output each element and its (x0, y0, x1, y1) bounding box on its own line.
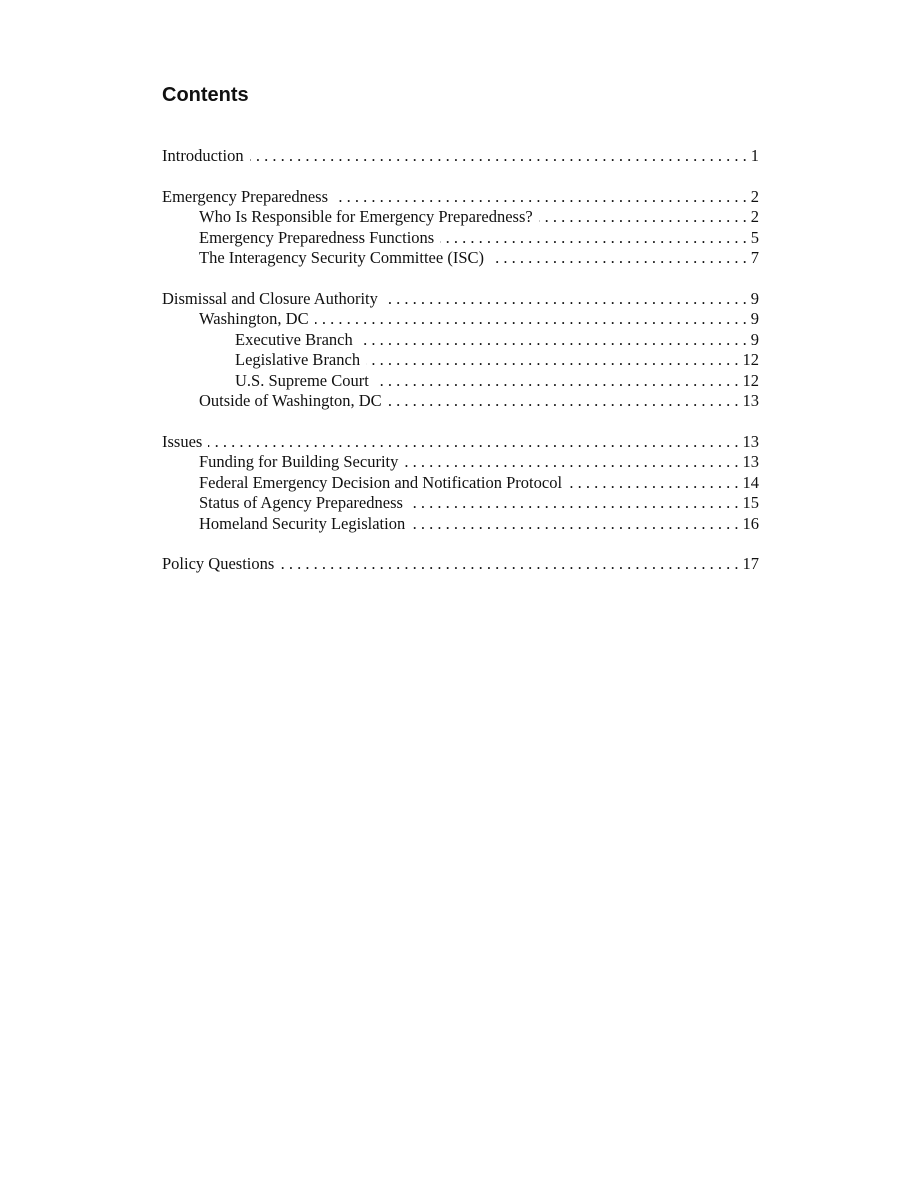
toc-group-introduction (162, 146, 759, 167)
dot-leader (539, 207, 747, 228)
dot-leader (366, 350, 738, 371)
toc-entry-page: 1 (750, 146, 759, 165)
toc-entry-page: 12 (742, 370, 759, 390)
toc-entry-title: Dismissal and Closure Authority (162, 288, 378, 308)
toc-entry-homeland-security-legislation[interactable] (162, 514, 759, 535)
toc-entry-title: Funding for Building Security (199, 452, 399, 471)
toc-entry-page: 15 (742, 493, 759, 512)
toc-entry-washington-dc[interactable] (162, 309, 759, 330)
toc-entry-page: 2 (750, 207, 759, 226)
toc-entry-title: Introduction (162, 146, 244, 165)
toc-entry-title: Homeland Security Legislation (199, 513, 406, 533)
toc-entry-title: Policy Questions (162, 554, 275, 573)
dot-leader (388, 391, 739, 412)
toc-entry-introduction[interactable] (162, 146, 759, 167)
toc-entry-isc[interactable] (162, 248, 759, 269)
toc-entry-page: 17 (742, 554, 759, 573)
dot-leader (375, 371, 739, 392)
toc-entry-emergency-preparedness-functions[interactable] (162, 228, 759, 249)
toc-group-policy-questions (162, 554, 759, 575)
toc-entry-title: Legislative Branch (235, 350, 361, 369)
toc-group-emergency-preparedness (162, 187, 759, 269)
dot-leader (315, 309, 747, 330)
toc-entry-page: 5 (750, 227, 759, 247)
toc-entry-us-supreme-court[interactable] (162, 371, 759, 392)
toc-entry-page: 2 (750, 186, 759, 206)
toc-entry-page: 9 (750, 309, 759, 328)
toc-entry-title: Executive Branch (235, 329, 353, 349)
toc-entry-title: Issues (162, 431, 203, 451)
toc-entry-page: 13 (742, 431, 759, 451)
toc-group-dismissal-and-closure (162, 289, 759, 412)
dot-leader (359, 330, 747, 351)
dot-leader (250, 146, 747, 167)
toc-entry-title: The Interagency Security Committee (ISC) (199, 248, 484, 267)
toc-entry-federal-emergency-decision[interactable] (162, 473, 759, 494)
toc-entry-title: Emergency Preparedness Functions (199, 227, 435, 247)
dot-leader (404, 452, 738, 473)
page-title: Contents (162, 84, 249, 106)
dot-leader (490, 248, 747, 269)
toc-entry-page: 7 (750, 248, 759, 267)
toc-entry-emergency-preparedness[interactable] (162, 187, 759, 208)
toc-entry-title: Status of Agency Preparedness (199, 493, 403, 512)
toc-group-issues (162, 432, 759, 535)
dot-leader (208, 432, 738, 453)
toc-entry-who-is-responsible[interactable] (162, 207, 759, 228)
dot-leader (384, 289, 747, 310)
dot-leader (411, 514, 738, 535)
dot-leader (280, 554, 738, 575)
toc-entry-page: 16 (742, 513, 759, 533)
toc-entry-title: Outside of Washington, DC (199, 391, 382, 410)
toc-entry-legislative-branch[interactable] (162, 350, 759, 371)
toc-entry-page: 13 (742, 452, 759, 471)
toc-entry-title: Who Is Responsible for Emergency Preparedness? (199, 207, 533, 226)
toc-entry-page: 9 (750, 288, 759, 308)
toc-entry-dismissal-and-closure-authority[interactable] (162, 289, 759, 310)
dot-leader (409, 493, 739, 514)
toc-entry-outside-washington-dc[interactable] (162, 391, 759, 412)
table-of-contents (162, 146, 759, 595)
toc-entry-title: Emergency Preparedness (162, 186, 329, 206)
toc-entry-policy-questions[interactable] (162, 554, 759, 575)
toc-entry-issues[interactable] (162, 432, 759, 453)
toc-entry-page: 12 (742, 350, 759, 369)
toc-entry-page: 13 (742, 391, 759, 410)
dot-leader (334, 187, 747, 208)
dot-leader (440, 228, 747, 249)
toc-entry-title: Federal Emergency Decision and Notification Protocol (199, 472, 563, 492)
dot-leader (568, 473, 738, 494)
toc-entry-funding-building-security[interactable] (162, 452, 759, 473)
toc-entry-page: 14 (742, 472, 759, 492)
toc-entry-status-agency-preparedness[interactable] (162, 493, 759, 514)
toc-entry-title: Washington, DC (199, 309, 309, 328)
toc-entry-page: 9 (750, 329, 759, 349)
toc-entry-executive-branch[interactable] (162, 330, 759, 351)
toc-entry-title: U.S. Supreme Court (235, 370, 369, 390)
